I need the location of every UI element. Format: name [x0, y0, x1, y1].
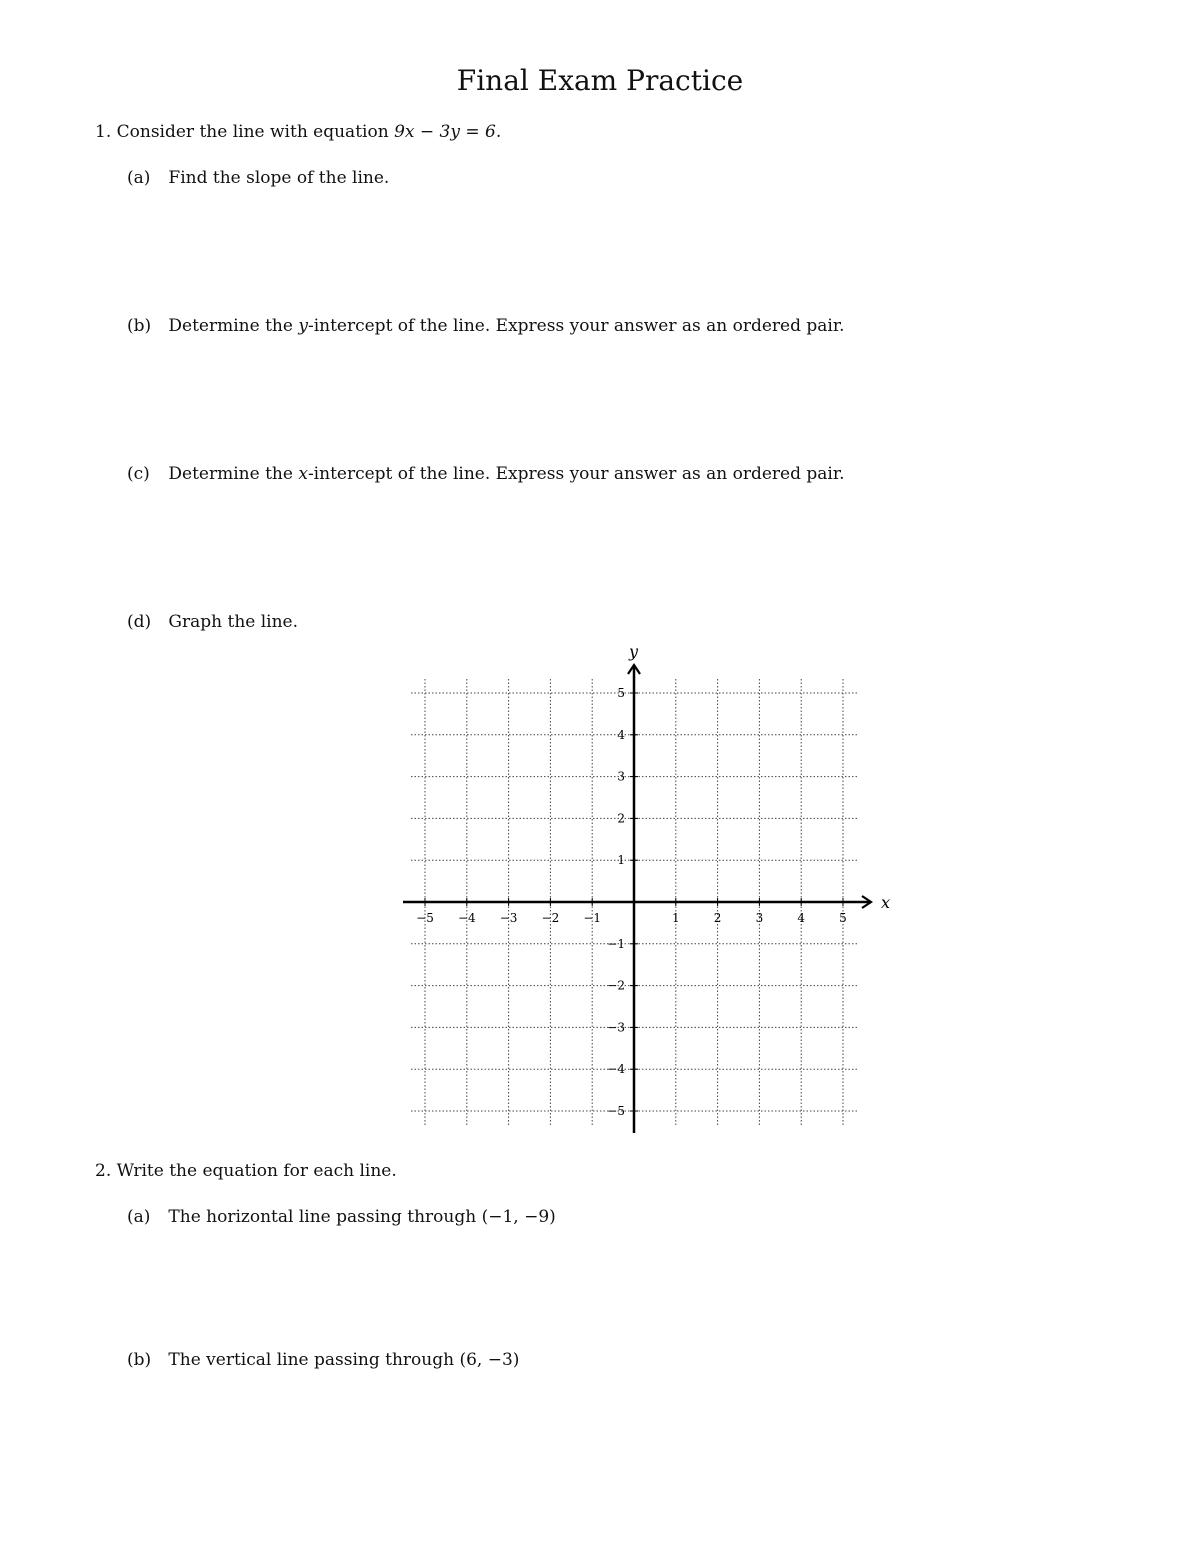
- x-tick-label: 5: [839, 911, 847, 925]
- part-text: The vertical line passing through (6, −3): [168, 1350, 520, 1370]
- question-1: 1. Consider the line with equation 9x − 3y = 6.: [95, 122, 502, 142]
- part-1b: (b) Determine the y-intercept of the line. Express your answer as an ordered pair.: [127, 316, 845, 336]
- part-label: (b): [127, 1350, 152, 1370]
- question-text: Consider the line with equation: [116, 122, 395, 142]
- y-tick-label: 5: [617, 686, 625, 700]
- question-2: [95, 1161, 397, 1181]
- y-tick-label: 1: [617, 853, 625, 868]
- x-tick-label: 4: [797, 911, 806, 925]
- part-text: The horizontal line passing through (−1, −9): [168, 1207, 556, 1227]
- question-number: 2.: [95, 1161, 112, 1181]
- part-2b: [127, 1350, 519, 1370]
- y-tick-label: −5: [607, 1104, 625, 1118]
- part-text: Graph the line.: [168, 612, 299, 632]
- part-text: Find the slope of the line.: [168, 168, 390, 188]
- x-tick-label: −1: [583, 911, 602, 925]
- part-2a: [127, 1207, 556, 1227]
- part-label: (a): [127, 168, 151, 188]
- x-axis-label: x: [881, 893, 891, 912]
- part-label: (d): [127, 612, 152, 632]
- x-tick-label: 2: [713, 911, 722, 925]
- x-tick-label: −5: [416, 911, 434, 925]
- x-tick-label: 3: [755, 911, 764, 925]
- y-tick-label: 2: [617, 811, 625, 826]
- equation: 9x − 3y = 6: [394, 122, 496, 142]
- y-axis-label: y: [629, 642, 639, 661]
- part-1c: (c) Determine the x-intercept of the line. Express your answer as an ordered pair.: [127, 464, 845, 484]
- y-tick-label: −2: [607, 978, 625, 993]
- part-text: Determine the: [168, 464, 299, 484]
- part-label: (b): [127, 316, 152, 336]
- part-label: (a): [127, 1207, 151, 1227]
- y-tick-label: 4: [617, 727, 625, 742]
- x-tick-label: −3: [499, 911, 518, 925]
- y-tick-label: 3: [617, 769, 625, 784]
- x-tick-label: −4: [457, 911, 476, 925]
- x-tick-label: 1: [671, 911, 680, 925]
- question-number: 1.: [95, 122, 112, 142]
- page-title: Final Exam Practice: [456, 64, 744, 97]
- y-tick-label: −1: [607, 936, 625, 951]
- question-text: Write the equation for each line.: [116, 1161, 397, 1181]
- x-tick-label: −2: [541, 911, 560, 925]
- part-text: Determine the: [168, 316, 299, 336]
- y-tick-label: −4: [607, 1062, 625, 1077]
- part-label: (c): [127, 464, 150, 484]
- y-tick-label: −3: [607, 1020, 625, 1035]
